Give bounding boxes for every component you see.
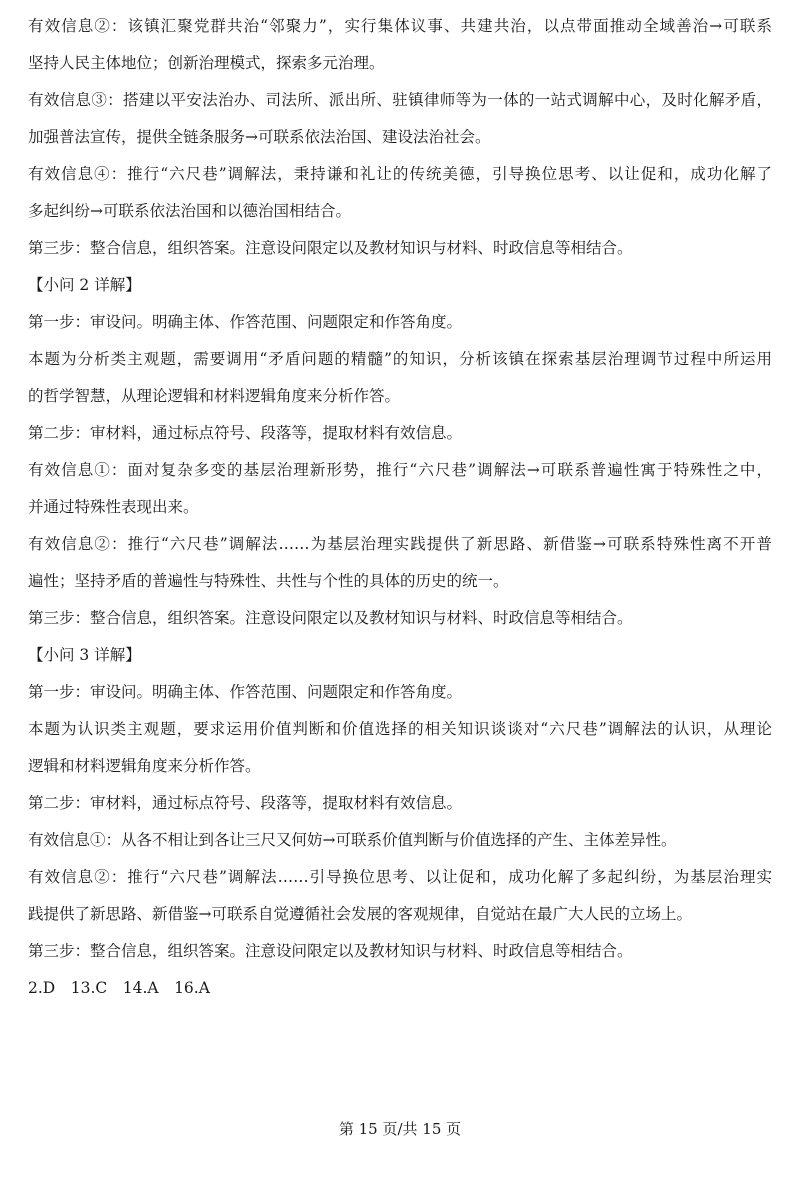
- text-line: 有效信息②：推行“六尺巷”调解法……引导换位思考、以让促和，成功化解了多起纠纷，为基层治理实: [28, 868, 772, 886]
- text-line: 逻辑和材料逻辑角度来分析作答。: [28, 757, 261, 775]
- text-line: 有效信息②：推行“六尺巷”调解法……为基层治理实践提供了新思路、新借鉴→可联系特殊性离不开普: [28, 535, 772, 553]
- answer-key-line: 2.D 13.C 14.A 16.A: [28, 979, 210, 997]
- text-line: 有效信息①：面对复杂多变的基层治理新形势，推行“六尺巷”调解法→可联系普遍性寓于特殊性之中，: [28, 461, 772, 479]
- text-line: 第三步：整合信息，组织答案。注意设问限定以及教材知识与材料、时政信息等相结合。: [28, 239, 633, 257]
- page-footer: 第 15 页/共 15 页: [338, 1120, 462, 1138]
- text-line: 第一步：审设问。明确主体、作答范围、问题限定和作答角度。: [28, 313, 463, 331]
- text-line: 有效信息④：推行“六尺巷”调解法，秉持谦和礼让的传统美德，引导换位思考、以让促和，成功化解了: [28, 165, 772, 183]
- text-line: 第一步：审设问。明确主体、作答范围、问题限定和作答角度。: [28, 683, 463, 701]
- section-heading: 【小问 2 详解】: [28, 276, 141, 294]
- text-line: 有效信息②：该镇汇聚党群共治“邻聚力”，实行集体议事、共建共治，以点带面推动全域善治→可联系: [28, 17, 772, 35]
- text-line: 加强普法宣传，提供全链条服务→可联系依法治国、建设法治社会。: [28, 128, 491, 146]
- text-line: 第二步：审材料，通过标点符号、段落等，提取材料有效信息。: [28, 794, 463, 812]
- text-line: 第三步：整合信息，组织答案。注意设问限定以及教材知识与材料、时政信息等相结合。: [28, 609, 633, 627]
- text-line: 的哲学智慧，从理论逻辑和材料逻辑角度来分析作答。: [28, 387, 401, 405]
- text-line: 本题为认识类主观题，要求运用价值判断和价值选择的相关知识谈谈对“六尺巷”调解法的认识，从理论: [28, 720, 772, 738]
- text-line: 第三步：整合信息，组织答案。注意设问限定以及教材知识与材料、时政信息等相结合。: [28, 942, 633, 960]
- text-line: 坚持人民主体地位；创新治理模式，探索多元治理。: [28, 54, 385, 72]
- text-line: 多起纠纷→可联系依法治国和以德治国相结合。: [28, 202, 351, 220]
- text-line: 并通过特殊性表现出来。: [28, 498, 199, 516]
- text-line: 本题为分析类主观题，需要调用“矛盾问题的精髓”的知识，分析该镇在探索基层治理调节过程中所运用: [28, 350, 772, 368]
- text-line: 第二步：审材料，通过标点符号、段落等，提取材料有效信息。: [28, 424, 463, 442]
- text-line: 践提供了新思路、新借鉴→可联系自觉遵循社会发展的客观规律，自觉站在最广大人民的立场上。: [28, 905, 692, 923]
- section-heading: 【小问 3 详解】: [28, 646, 141, 664]
- text-line: 有效信息③：搭建以平安法治办、司法所、派出所、驻镇律师等为一体的一站式调解中心，及时化解矛盾，: [28, 91, 772, 109]
- answer-explanation-text: [28, 8, 772, 1007]
- text-line: 有效信息①：从各不相让到各让三尺又何妨→可联系价值判断与价值选择的产生、主体差异性。: [28, 831, 677, 849]
- text-line: 遍性；坚持矛盾的普遍性与特殊性、共性与个性的具体的历史的统一。: [28, 572, 509, 590]
